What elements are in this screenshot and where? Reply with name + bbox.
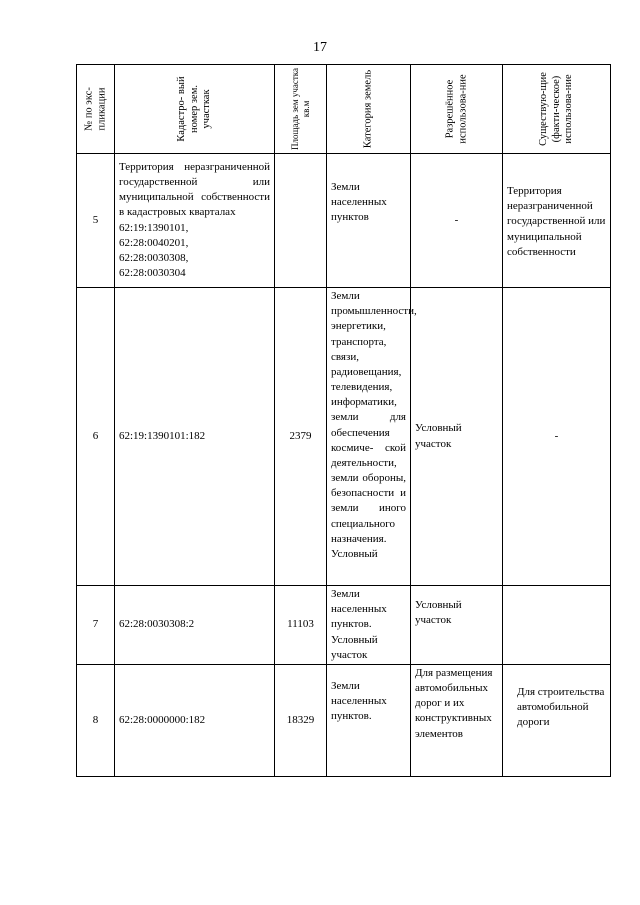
cadastral-cell: 62:28:0000000:182 bbox=[115, 664, 275, 776]
land-plots-table bbox=[76, 64, 611, 777]
category-cell: Земли населенных пунктов. bbox=[327, 664, 411, 776]
area-cell: 18329 bbox=[275, 664, 327, 776]
cadastral-cell: 62:28:0030308:2 bbox=[115, 586, 275, 665]
table-row bbox=[77, 154, 611, 288]
row-number: 7 bbox=[77, 586, 115, 665]
cadastral-intro: Территория неразграниченной государственной или муниципальной собственности в кадастровых кварталах bbox=[119, 160, 270, 219]
category-cell: Земли промышленности, энергетики, транспорта, связи, радиовещания, телевидения, информатики, земли для обеспечения космиче- ской деятельности, земли обороны, безопасности и земли иного специального назначения. Условный bbox=[327, 288, 411, 586]
table-header-row bbox=[77, 65, 611, 154]
header-number: № по экс-пликации bbox=[77, 65, 115, 154]
permitted-use-cell: - bbox=[411, 154, 503, 288]
cadastral-code: 62:19:1390101, bbox=[119, 221, 189, 234]
header-cadastral: Кадастро- вый номер зем. участкак bbox=[115, 65, 275, 154]
table-row bbox=[77, 586, 611, 665]
header-area: Площадь зем участка кв.м bbox=[275, 65, 327, 154]
actual-use-cell: Территория неразграниченной государственной или муниципальной собственности bbox=[503, 154, 611, 288]
area-cell bbox=[275, 154, 327, 288]
row-number: 6 bbox=[77, 288, 115, 586]
cadastral-cell bbox=[115, 154, 275, 288]
cadastral-code: 62:28:0030304 bbox=[119, 267, 186, 280]
header-category: Категория земель bbox=[327, 65, 411, 154]
page-number: 17 bbox=[313, 40, 327, 55]
row-number: 5 bbox=[77, 154, 115, 288]
table-row bbox=[77, 288, 611, 586]
cadastral-cell: 62:19:1390101:182 bbox=[115, 288, 275, 586]
cadastral-code: 62:28:0040201, bbox=[119, 236, 189, 249]
table-row bbox=[77, 664, 611, 776]
category-cell: Земли населенных пунктов bbox=[327, 154, 411, 288]
permitted-use-cell: Условный участок bbox=[411, 288, 503, 586]
area-cell: 11103 bbox=[275, 586, 327, 665]
permitted-use-cell: Условный участок bbox=[411, 586, 503, 665]
row-number: 8 bbox=[77, 664, 115, 776]
actual-use-cell: - bbox=[503, 288, 611, 586]
header-actual-use: Существую-щие (факти-ческое) использова-ние bbox=[503, 65, 611, 154]
category-cell: Земли населенных пунктов. Условный участок bbox=[327, 586, 411, 665]
actual-use-cell: Для строительства автомобильной дороги bbox=[503, 664, 611, 776]
header-permitted-use: Разрешённое использова-ние bbox=[411, 65, 503, 154]
area-cell: 2379 bbox=[275, 288, 327, 586]
actual-use-cell bbox=[503, 586, 611, 665]
permitted-use-cell: Для размещения автомобильных дорог и их конструктивных элементов bbox=[411, 664, 503, 776]
cadastral-code: 62:28:0030308, bbox=[119, 251, 189, 264]
